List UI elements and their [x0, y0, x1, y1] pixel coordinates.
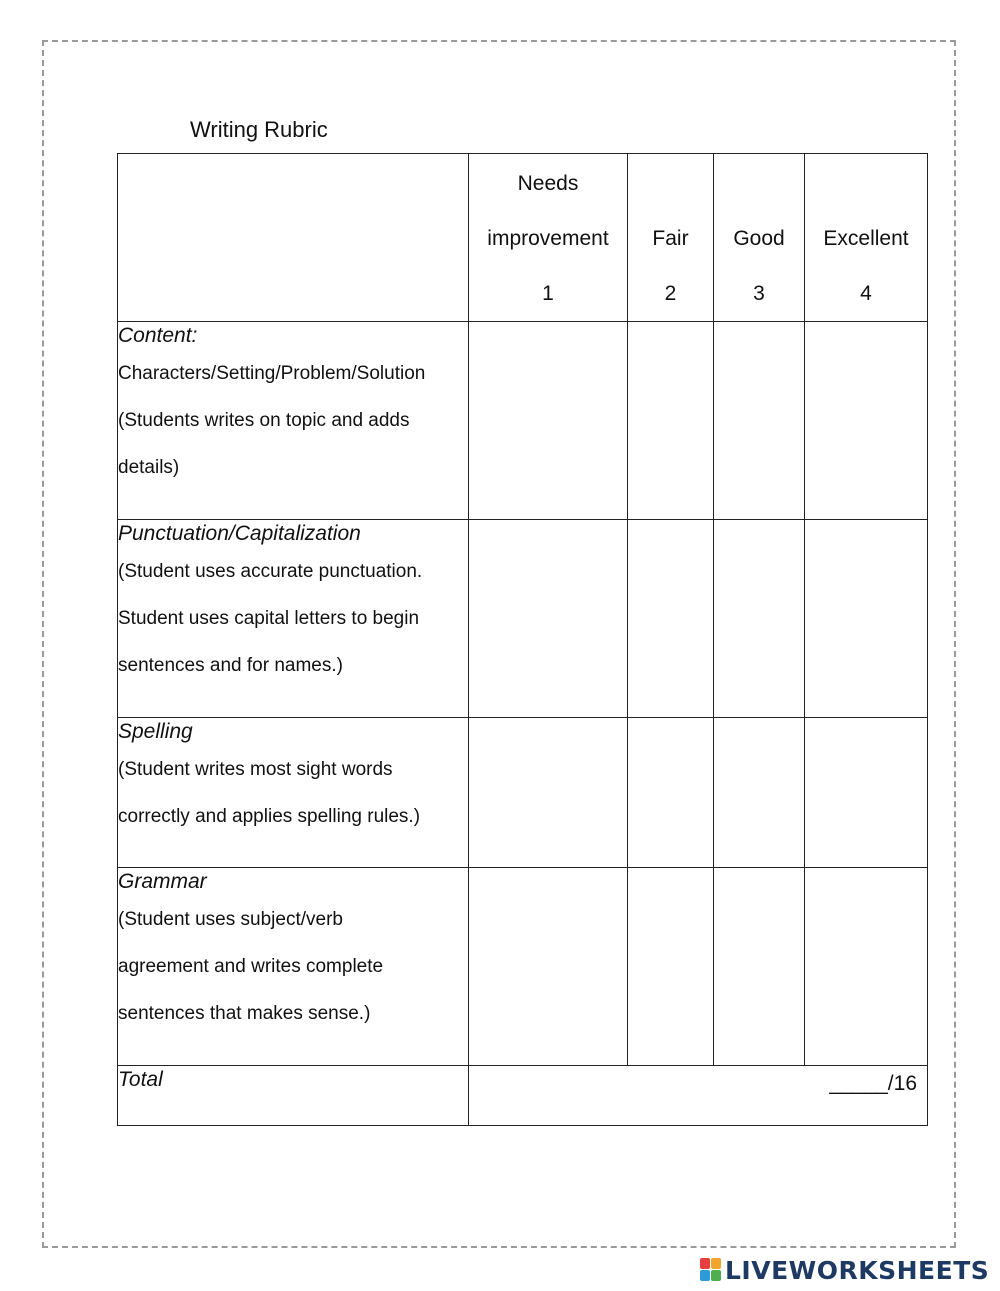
- total-score-value: _____/16: [829, 1072, 917, 1095]
- header-criteria-cell: [118, 154, 469, 322]
- criterion-punctuation: [118, 520, 469, 718]
- logo-text: LIVEWORKSHEETS: [725, 1255, 990, 1285]
- header-excellent: [805, 154, 928, 322]
- header-label-line2: Good: [733, 227, 785, 250]
- header-label-line2: Fair: [652, 227, 689, 250]
- score-cell-4[interactable]: [805, 718, 928, 868]
- table-row-punctuation: [118, 520, 928, 718]
- header-score: 1: [542, 282, 554, 305]
- total-score-cell[interactable]: [469, 1066, 928, 1126]
- header-label-line1: Needs: [517, 172, 579, 195]
- score-cell-1[interactable]: [469, 322, 628, 520]
- score-cell-2[interactable]: [628, 520, 714, 718]
- criterion-description-line: (Student uses accurate punctuation.: [118, 561, 423, 582]
- score-cell-1[interactable]: [469, 868, 628, 1066]
- score-cell-1[interactable]: [469, 520, 628, 718]
- score-cell-4[interactable]: [805, 322, 928, 520]
- score-cell-1[interactable]: [469, 718, 628, 868]
- score-cell-2[interactable]: [628, 322, 714, 520]
- score-cell-2[interactable]: [628, 718, 714, 868]
- criterion-description-line: sentences and for names.): [118, 655, 343, 676]
- score-cell-3[interactable]: [714, 322, 805, 520]
- table-row-grammar: [118, 868, 928, 1066]
- writing-rubric-table: [117, 153, 928, 1126]
- criterion-description-line: (Student writes most sight words: [118, 759, 393, 780]
- score-cell-2[interactable]: [628, 868, 714, 1066]
- header-label-line1: [714, 156, 804, 211]
- header-label-line2: improvement: [487, 227, 609, 250]
- criterion-description-line: agreement and writes complete: [118, 956, 384, 977]
- header-fair: [628, 154, 714, 322]
- total-label: Total: [118, 1068, 163, 1091]
- header-label-line1: [805, 156, 927, 211]
- score-cell-3[interactable]: [714, 718, 805, 868]
- criterion-title: Grammar: [118, 870, 207, 893]
- score-cell-4[interactable]: [805, 520, 928, 718]
- criterion-description-line: correctly and applies spelling rules.): [118, 806, 421, 827]
- criterion-description-line: details): [118, 457, 180, 478]
- document-title: Writing Rubric: [190, 117, 328, 142]
- table-row-spelling: [118, 718, 928, 868]
- criterion-description-line: (Student uses subject/verb: [118, 909, 343, 930]
- header-score: 3: [753, 282, 765, 305]
- logo-blocks-icon: [700, 1258, 722, 1282]
- criterion-grammar: [118, 868, 469, 1066]
- table-row-content: [118, 322, 928, 520]
- total-label-cell: [118, 1066, 469, 1126]
- criterion-content: [118, 322, 469, 520]
- header-label-line1: [628, 156, 713, 211]
- criterion-title: Spelling: [118, 720, 193, 743]
- criterion-description-line: sentences that makes sense.): [118, 1003, 371, 1024]
- header-needs-improvement: [469, 154, 628, 322]
- criterion-spelling: [118, 718, 469, 868]
- liveworksheets-logo: [700, 1254, 989, 1286]
- header-score: 2: [664, 282, 677, 305]
- header-good: [714, 154, 805, 322]
- score-cell-3[interactable]: [714, 520, 805, 718]
- header-label-line2: Excellent: [823, 227, 909, 250]
- criterion-description-line: Student uses capital letters to begin: [118, 608, 420, 629]
- table-row-total: [118, 1066, 928, 1126]
- header-score: 4: [860, 282, 872, 305]
- criterion-description-line: Characters/Setting/Problem/Solution: [118, 363, 426, 384]
- header-row: [118, 154, 928, 322]
- criterion-title: Punctuation/Capitalization: [118, 522, 361, 545]
- criterion-title: Content:: [118, 324, 198, 347]
- score-cell-3[interactable]: [714, 868, 805, 1066]
- criterion-description-line: (Students writes on topic and adds: [118, 410, 410, 431]
- score-cell-4[interactable]: [805, 868, 928, 1066]
